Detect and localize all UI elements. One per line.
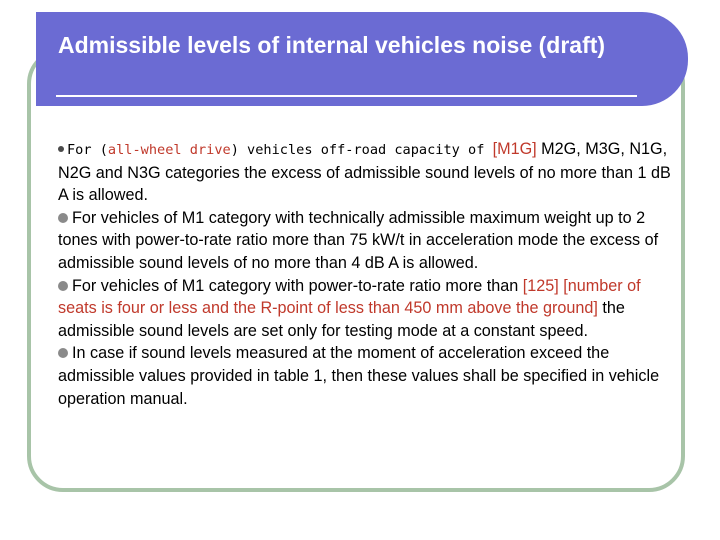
bullet-icon — [58, 146, 64, 152]
bullet-icon — [58, 213, 68, 223]
bullet-icon — [58, 348, 68, 358]
p4-text: In case if sound levels measured at the moment of acceleration exceed the admissible values provided in table 1, then these values shall be specified in vehicle operation manual. — [58, 344, 660, 408]
p1-seg-a: For ( — [67, 142, 108, 158]
p3-seg-c: the admissible sound levels are set only for testing mode at a constant speed. — [58, 299, 625, 340]
bullet-icon — [58, 281, 68, 291]
paragraph-2 — [58, 207, 678, 275]
p3-seg-b: [125] [number of seats is four or less and the R-point of less than 450 mm above the ground] — [58, 276, 641, 318]
p1-seg-d: [M1G] — [492, 140, 537, 158]
paragraph-4 — [58, 342, 678, 410]
p1-seg-b: all-wheel drive — [107, 142, 231, 158]
paragraph-3 — [58, 275, 678, 343]
paragraph-1 — [58, 138, 678, 207]
slide-title: Admissible levels of internal vehicles noise (draft) — [58, 32, 606, 58]
title-underline — [56, 95, 637, 97]
p1-seg-c: ) vehicles off-road capacity of — [230, 142, 493, 158]
p2-text: For vehicles of M1 category with technically admissible maximum weight up to 2 tones with power-to-rate ratio more than 75 kW/t in acceleration mode the excess of admissible sound levels of no more than 4 dB A is allowed. — [58, 208, 659, 272]
p1-seg-e: M2G, M3G, N1G, N2G and N3G categories the excess of admissible sound levels of no more than 1 dB A is allowed. — [58, 140, 671, 205]
slide-body — [58, 138, 678, 410]
p3-seg-a: For vehicles of M1 category with power-to-rate ratio more than — [72, 276, 523, 295]
